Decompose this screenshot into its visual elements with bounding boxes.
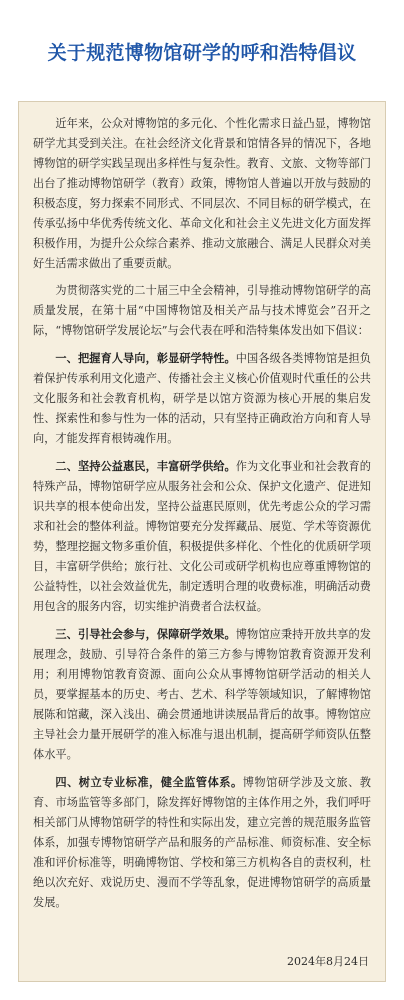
title-band — [0, 0, 404, 100]
point-heading: 一、把握育人导向，彰显研学特性。 — [55, 351, 236, 365]
paragraph-text: 作为文化事业和社会教育的特殊产品，博物馆研学应从服务社会和公众、保护文化遗产、促进知识共享的根本使命出发，坚持公益惠民原则，优先考虑公众的学习需求和社会的整体利益。博物馆要充分发挥藏品、展览、学术等资源优势，整理挖掘文物多重价值，积极提供多样化、个性化的优质研学项目，丰富研学供给；旅行社、文化公司或研学机构也应尊重博物馆的公益特性，以社会效益优先，制定透明合理的收费标准，明确活动费用包含的服务内容，切实维护消费者合法权益。 — [33, 460, 371, 613]
point-heading: 二、坚持公益惠民，丰富研学供给。 — [55, 459, 236, 473]
paragraph-text: 博物馆应秉持开放共享的发展理念，鼓励、引导符合条件的第三方参与博物馆教育资源开发利用；利用博物馆教育资源、面向公众从事博物馆研学活动的相关人员，要掌握基本的历史、考古、艺术、科学等领域知识，了解博物馆展陈和馆藏，深入浅出、确会贯通地讲读展品背后的故事。博物馆应主导社会力量开展研学的准入标准与退出机制，提高研学师资队伍整体水平。 — [33, 628, 371, 761]
initiative-letter — [18, 101, 386, 982]
paragraph-purpose — [33, 281, 371, 341]
page-title: 关于规范博物馆研学的呼和浩特倡议 — [47, 42, 357, 64]
point-heading: 三、引导社会参与，保障研学效果。 — [55, 627, 236, 641]
paragraph-point-2 — [33, 456, 371, 617]
paragraph-point-4 — [33, 772, 371, 913]
paragraph-text: 近年来，公众对博物馆的多元化、个性化需求日益凸显，博物馆研学尤其受到关注。在社会经济文化背景和馆情各异的情况下，各地博物馆的研学实践呈现出多样性与复杂性。教育、文旅、文物等部门出台了推动博物馆研学（教育）政策，博物馆人普遍以开放与鼓励的积极态度，努力探索不同形式、不同层次、不同目标的研学模式，在传承弘扬中华优秀传统文化、革命文化和社会主义先进文化方面发挥积极作用，为提升公众综合素养、推动文旅融合、满足人民群众对美好生活需求做出了重要贡献。 — [33, 117, 371, 270]
point-heading: 四、树立专业标准，健全监管体系。 — [55, 775, 243, 789]
paragraph-intro — [33, 114, 371, 274]
paragraph-text: 中国各级各类博物馆是担负着保护传承利用文化遗产、传播社会主义核心价值观时代重任的公共文化服务和社会教育机构，研学是以馆方资源为核心开展的集启发性、探索性和参与性为一体的活动，只有坚持正确政治方向和育人导向，才能发挥育根铸魂作用。 — [33, 352, 371, 445]
paragraph-point-3 — [33, 624, 371, 765]
paragraph-text: 为贯彻落实党的二十届三中全会精神，引导推动博物馆研学的高质量发展，在第十届“中国博物馆及相关产品与技术博览会”召开之际，“博物馆研学发展论坛”与会代表在呼和浩特集体发出如下倡议： — [33, 284, 371, 337]
paragraph-text: 博物馆研学涉及文旅、教育、市场监管等多部门，除发挥好博物馆的主体作用之外，我们呼吁相关部门从博物馆研学的特性和实际出发，建立完善的规范服务监管体系，加强专博物馆研学产品和服务的产品标准、师资标准、安全标准和评价标准等，明确博物馆、学校和第三方机构各自的责权利，杜绝以次充好、戏说历史、漫而不学等乱象，促进博物馆研学的高质量发展。 — [33, 776, 371, 909]
document-date: 2024年8月24日 — [287, 955, 369, 968]
paragraph-point-1 — [33, 348, 371, 449]
